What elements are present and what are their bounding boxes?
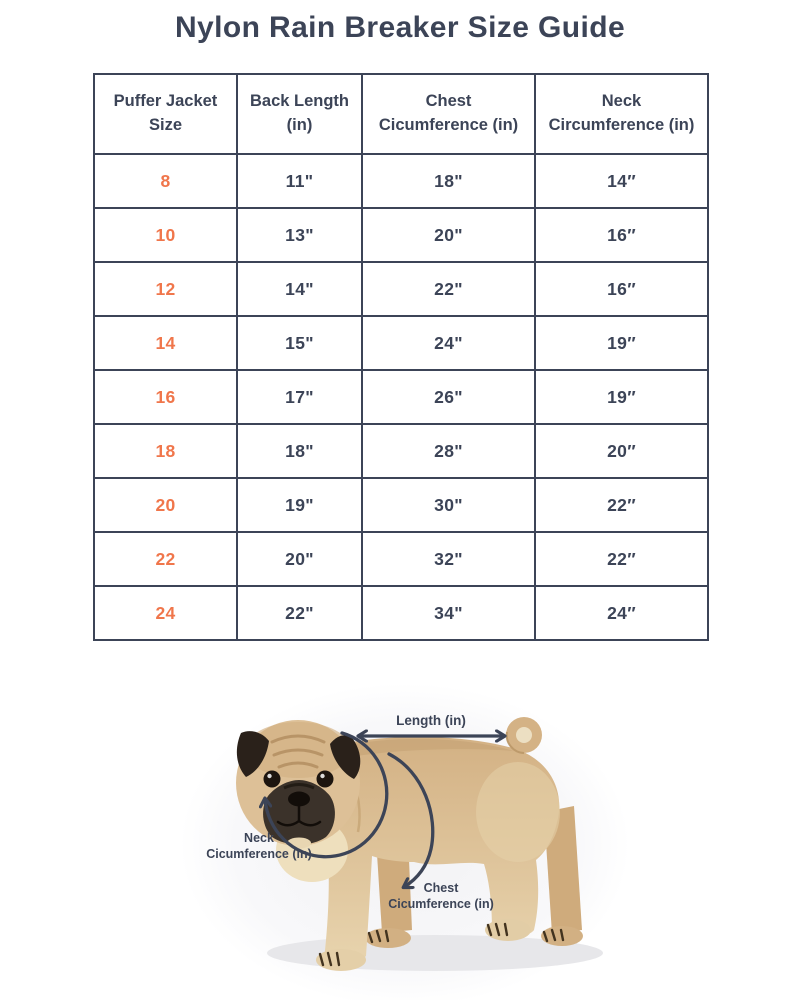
page-title: Nylon Rain Breaker Size Guide xyxy=(174,11,626,44)
table-row xyxy=(94,586,708,640)
back-length-cell: 18" xyxy=(237,424,362,478)
back-length-cell: 14" xyxy=(237,262,362,316)
neck-cell: 16″ xyxy=(535,208,708,262)
chest-cell: 18" xyxy=(362,154,535,208)
neck-label-line1: Neck xyxy=(244,831,274,845)
dog-eye-right xyxy=(317,771,334,788)
table-row xyxy=(94,478,708,532)
size-cell: 22 xyxy=(94,532,237,586)
neck-label-line2: Cicumference (in) xyxy=(206,847,312,861)
neck-cell: 19″ xyxy=(535,316,708,370)
column-header-size: Puffer Jacket Size xyxy=(94,74,237,154)
table-row xyxy=(94,262,708,316)
chest-cell: 24" xyxy=(362,316,535,370)
neck-cell: 22″ xyxy=(535,478,708,532)
back-length-cell: 20" xyxy=(237,532,362,586)
column-header-neck: Neck Circumference (in) xyxy=(535,74,708,154)
chest-cell: 30" xyxy=(362,478,535,532)
size-cell: 12 xyxy=(94,262,237,316)
neck-cell: 20″ xyxy=(535,424,708,478)
table-row xyxy=(94,208,708,262)
table-row xyxy=(94,424,708,478)
back-length-cell: 22" xyxy=(237,586,362,640)
dog-eye-left xyxy=(264,771,281,788)
chest-cell: 20" xyxy=(362,208,535,262)
size-cell: 10 xyxy=(94,208,237,262)
measurement-diagram xyxy=(0,680,800,1000)
dog-tail xyxy=(506,717,542,753)
neck-cell: 16″ xyxy=(535,262,708,316)
neck-cell: 14″ xyxy=(535,154,708,208)
size-cell: 16 xyxy=(94,370,237,424)
size-guide-table xyxy=(93,73,709,641)
back-length-cell: 17" xyxy=(237,370,362,424)
table-row xyxy=(94,532,708,586)
size-cell: 8 xyxy=(94,154,237,208)
neck-cell: 19″ xyxy=(535,370,708,424)
back-length-cell: 11" xyxy=(237,154,362,208)
chest-cell: 28" xyxy=(362,424,535,478)
table-row xyxy=(94,370,708,424)
column-header-chest: Chest Cicumference (in) xyxy=(362,74,535,154)
chest-cell: 32" xyxy=(362,532,535,586)
length-label: Length (in) xyxy=(396,713,466,728)
back-length-cell: 13" xyxy=(237,208,362,262)
column-header-back-length: Back Length (in) xyxy=(237,74,362,154)
chest-label-line1: Chest xyxy=(423,881,459,895)
size-cell: 20 xyxy=(94,478,237,532)
chest-cell: 22" xyxy=(362,262,535,316)
size-cell: 18 xyxy=(94,424,237,478)
table-row xyxy=(94,154,708,208)
back-length-cell: 15" xyxy=(237,316,362,370)
neck-cell: 24″ xyxy=(535,586,708,640)
chest-label-line2: Cicumference (in) xyxy=(388,897,494,911)
dog-nose xyxy=(288,792,310,807)
back-length-cell: 19" xyxy=(237,478,362,532)
chest-cell: 34" xyxy=(362,586,535,640)
chest-cell: 26" xyxy=(362,370,535,424)
size-cell: 24 xyxy=(94,586,237,640)
header-row xyxy=(94,74,708,154)
size-cell: 14 xyxy=(94,316,237,370)
table-row xyxy=(94,316,708,370)
neck-cell: 22″ xyxy=(535,532,708,586)
